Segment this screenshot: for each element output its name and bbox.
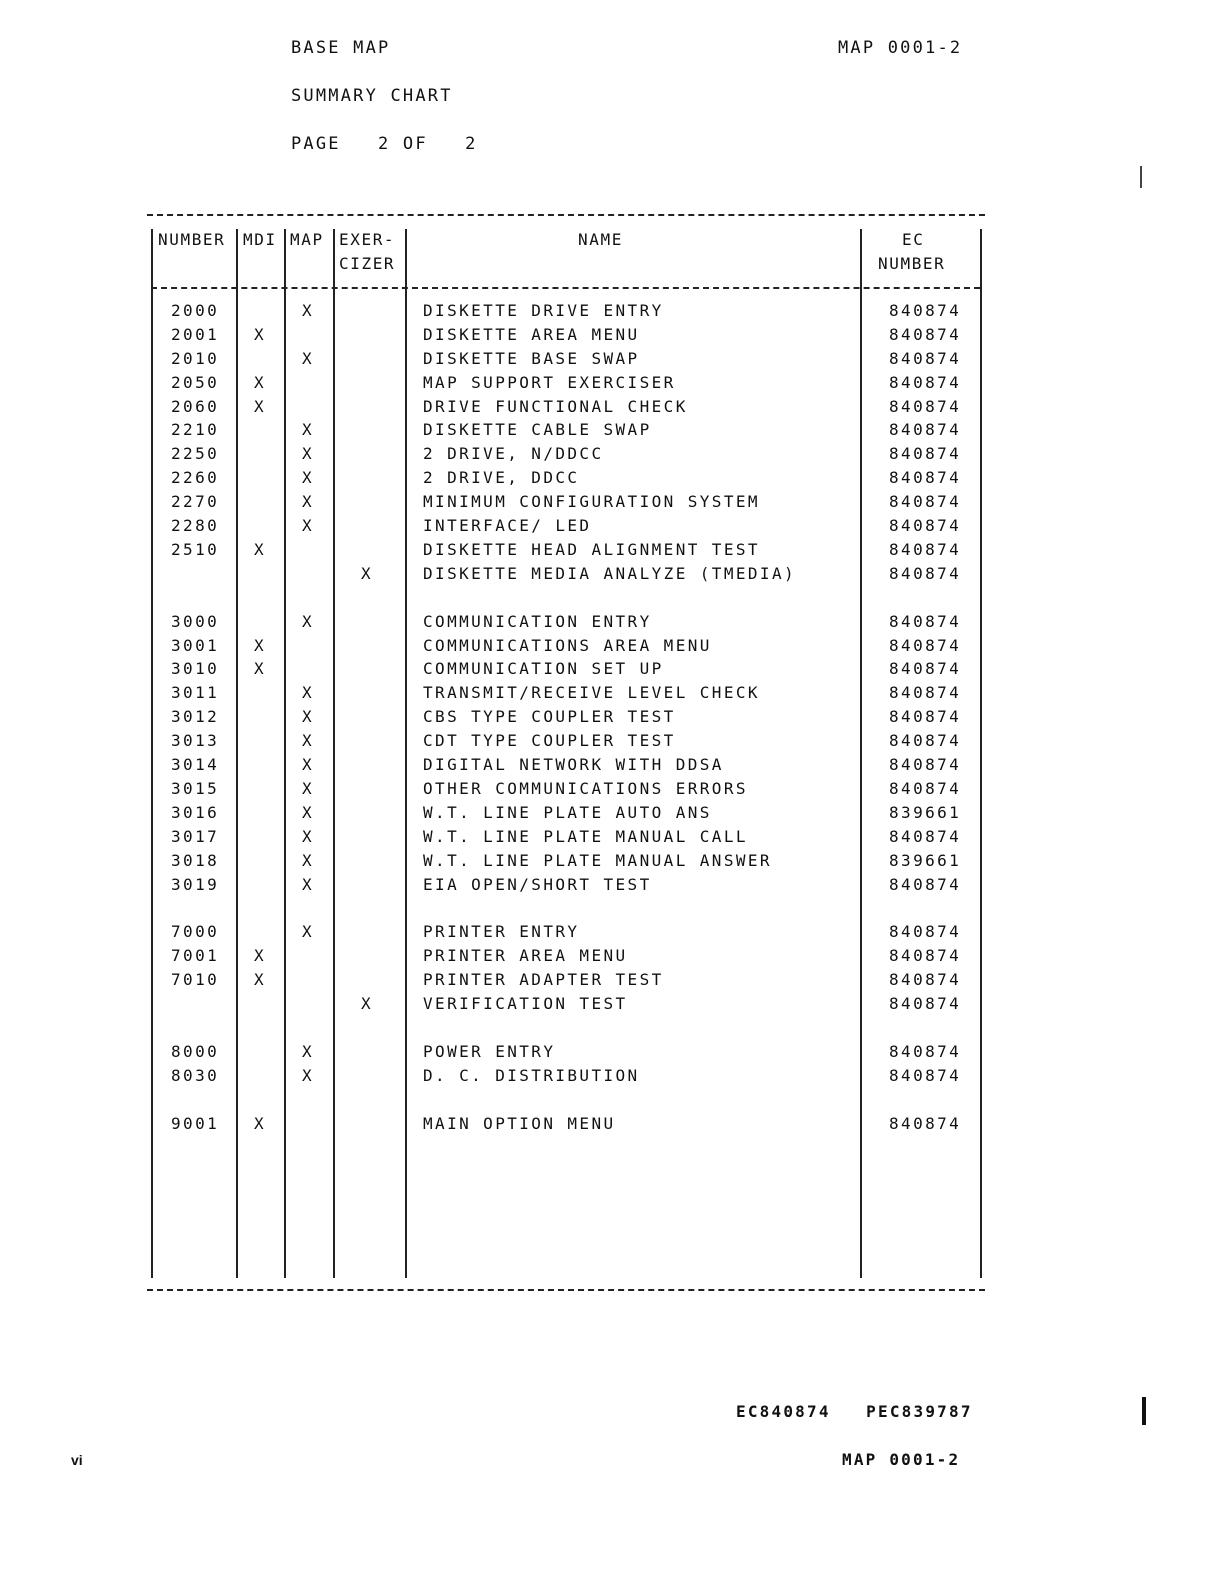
row-ec-number: 840874 bbox=[889, 1042, 962, 1061]
document-subtitle: SUMMARY CHART bbox=[291, 86, 453, 106]
row-name: MAP SUPPORT EXERCISER bbox=[423, 373, 676, 392]
row-name: W.T. LINE PLATE MANUAL ANSWER bbox=[423, 851, 772, 870]
row-name: EIA OPEN/SHORT TEST bbox=[423, 875, 652, 894]
row-name: MAIN OPTION MENU bbox=[423, 1114, 616, 1133]
row-name: W.T. LINE PLATE AUTO ANS bbox=[423, 803, 712, 822]
row-ec-number: 840874 bbox=[889, 444, 962, 463]
row-ec-number: 840874 bbox=[889, 779, 962, 798]
row-ec-number: 840874 bbox=[889, 397, 962, 416]
row-map-mark: X bbox=[302, 779, 315, 798]
row-ec-number: 840874 bbox=[889, 325, 962, 344]
row-ec-number: 840874 bbox=[889, 564, 962, 583]
column-header-cizer: CIZER bbox=[339, 254, 396, 273]
row-number: 7010 bbox=[171, 970, 220, 989]
row-number: 7001 bbox=[171, 946, 220, 965]
row-number: 8030 bbox=[171, 1066, 220, 1085]
row-ec-number: 840874 bbox=[889, 540, 962, 559]
column-rule bbox=[405, 229, 407, 1278]
row-name: VERIFICATION TEST bbox=[423, 994, 628, 1013]
row-mdi-mark: X bbox=[254, 397, 267, 416]
row-name: COMMUNICATION ENTRY bbox=[423, 612, 652, 631]
row-number: 3013 bbox=[171, 731, 220, 750]
row-ec-number: 840874 bbox=[889, 946, 962, 965]
column-rule bbox=[236, 229, 238, 1278]
row-ec-number: 840874 bbox=[889, 301, 962, 320]
row-number: 9001 bbox=[171, 1114, 220, 1133]
row-name: CDT TYPE COUPLER TEST bbox=[423, 731, 676, 750]
table-top-border bbox=[147, 214, 985, 216]
row-map-mark: X bbox=[302, 420, 315, 439]
row-number: 2260 bbox=[171, 468, 220, 487]
row-ec-number: 840874 bbox=[889, 492, 962, 511]
row-number: 3019 bbox=[171, 875, 220, 894]
row-number: 3016 bbox=[171, 803, 220, 822]
row-name: W.T. LINE PLATE MANUAL CALL bbox=[423, 827, 748, 846]
row-ec-number: 840874 bbox=[889, 970, 962, 989]
row-ec-number: 840874 bbox=[889, 827, 962, 846]
row-map-mark: X bbox=[302, 516, 315, 535]
row-name: DISKETTE DRIVE ENTRY bbox=[423, 301, 664, 320]
column-rule bbox=[333, 229, 335, 1278]
row-ec-number: 840874 bbox=[889, 683, 962, 702]
row-map-mark: X bbox=[302, 1042, 315, 1061]
row-mdi-mark: X bbox=[254, 1114, 267, 1133]
row-ec-number: 840874 bbox=[889, 612, 962, 631]
row-number: 2000 bbox=[171, 301, 220, 320]
row-number: 3015 bbox=[171, 779, 220, 798]
row-map-mark: X bbox=[302, 851, 315, 870]
row-number: 2001 bbox=[171, 325, 220, 344]
column-header-exer: EXER- bbox=[339, 230, 396, 249]
row-map-mark: X bbox=[302, 468, 315, 487]
row-map-mark: X bbox=[302, 731, 315, 750]
row-ec-number: 840874 bbox=[889, 731, 962, 750]
map-id-bottom: MAP 0001-2 bbox=[842, 1450, 961, 1469]
row-number: 3017 bbox=[171, 827, 220, 846]
column-rule bbox=[151, 229, 153, 1278]
row-name: 2 DRIVE, DDCC bbox=[423, 468, 580, 487]
row-map-mark: X bbox=[302, 803, 315, 822]
row-name: D. C. DISTRIBUTION bbox=[423, 1066, 640, 1085]
column-header-ec-number: NUMBER bbox=[878, 254, 946, 273]
row-ec-number: 839661 bbox=[889, 803, 962, 822]
map-id-top: MAP 0001-2 bbox=[838, 38, 963, 58]
row-number: 2280 bbox=[171, 516, 220, 535]
row-number: 8000 bbox=[171, 1042, 220, 1061]
row-number: 3000 bbox=[171, 612, 220, 631]
column-rule bbox=[284, 229, 286, 1278]
row-name: DISKETTE BASE SWAP bbox=[423, 349, 640, 368]
row-number: 2510 bbox=[171, 540, 220, 559]
row-map-mark: X bbox=[302, 922, 315, 941]
row-map-mark: X bbox=[302, 612, 315, 631]
scan-mark bbox=[1140, 166, 1142, 188]
row-map-mark: X bbox=[302, 301, 315, 320]
row-name: MINIMUM CONFIGURATION SYSTEM bbox=[423, 492, 760, 511]
row-name: DISKETTE CABLE SWAP bbox=[423, 420, 652, 439]
column-header-name: NAME bbox=[578, 230, 623, 249]
row-number: 2270 bbox=[171, 492, 220, 511]
row-number: 3010 bbox=[171, 659, 220, 678]
row-ec-number: 840874 bbox=[889, 1066, 962, 1085]
row-name: DISKETTE HEAD ALIGNMENT TEST bbox=[423, 540, 760, 559]
row-name: CBS TYPE COUPLER TEST bbox=[423, 707, 676, 726]
row-number: 2250 bbox=[171, 444, 220, 463]
row-ec-number: 840874 bbox=[889, 755, 962, 774]
row-ec-number: 840874 bbox=[889, 875, 962, 894]
scan-mark bbox=[1142, 1397, 1146, 1425]
row-name: 2 DRIVE, N/DDCC bbox=[423, 444, 604, 463]
row-number: 2050 bbox=[171, 373, 220, 392]
ec-footer: EC840874 PEC839787 bbox=[736, 1402, 973, 1421]
row-mdi-mark: X bbox=[254, 970, 267, 989]
row-ec-number: 840874 bbox=[889, 994, 962, 1013]
row-mdi-mark: X bbox=[254, 946, 267, 965]
row-ec-number: 840874 bbox=[889, 373, 962, 392]
row-map-mark: X bbox=[302, 444, 315, 463]
row-ec-number: 840874 bbox=[889, 636, 962, 655]
row-ec-number: 840874 bbox=[889, 349, 962, 368]
row-mdi-mark: X bbox=[254, 636, 267, 655]
row-exerciser-mark: X bbox=[361, 994, 374, 1013]
row-exerciser-mark: X bbox=[361, 564, 374, 583]
page-numeral: vi bbox=[71, 1452, 83, 1468]
row-ec-number: 840874 bbox=[889, 516, 962, 535]
row-number: 2060 bbox=[171, 397, 220, 416]
column-header-mdi: MDI bbox=[243, 230, 277, 249]
row-name: OTHER COMMUNICATIONS ERRORS bbox=[423, 779, 748, 798]
row-name: DISKETTE AREA MENU bbox=[423, 325, 640, 344]
row-mdi-mark: X bbox=[254, 540, 267, 559]
row-number: 3018 bbox=[171, 851, 220, 870]
column-header-map: MAP bbox=[290, 230, 324, 249]
row-map-mark: X bbox=[302, 492, 315, 511]
row-ec-number: 840874 bbox=[889, 468, 962, 487]
row-name: COMMUNICATIONS AREA MENU bbox=[423, 636, 712, 655]
row-number: 7000 bbox=[171, 922, 220, 941]
row-map-mark: X bbox=[302, 827, 315, 846]
column-header-ec: EC bbox=[902, 230, 925, 249]
row-number: 3011 bbox=[171, 683, 220, 702]
row-ec-number: 840874 bbox=[889, 707, 962, 726]
row-ec-number: 840874 bbox=[889, 1114, 962, 1133]
row-name: DIGITAL NETWORK WITH DDSA bbox=[423, 755, 724, 774]
row-ec-number: 839661 bbox=[889, 851, 962, 870]
row-name: POWER ENTRY bbox=[423, 1042, 556, 1061]
row-name: DISKETTE MEDIA ANALYZE (TMEDIA) bbox=[423, 564, 797, 583]
column-rule bbox=[860, 229, 862, 1278]
table-bottom-border bbox=[147, 1289, 985, 1291]
row-number: 3012 bbox=[171, 707, 220, 726]
row-name: TRANSMIT/RECEIVE LEVEL CHECK bbox=[423, 683, 760, 702]
row-name: PRINTER AREA MENU bbox=[423, 946, 628, 965]
row-number: 3001 bbox=[171, 636, 220, 655]
row-mdi-mark: X bbox=[254, 325, 267, 344]
row-number: 3014 bbox=[171, 755, 220, 774]
row-number: 2210 bbox=[171, 420, 220, 439]
column-header-number: NUMBER bbox=[158, 230, 226, 249]
row-map-mark: X bbox=[302, 707, 315, 726]
row-name: PRINTER ENTRY bbox=[423, 922, 580, 941]
row-name: COMMUNICATION SET UP bbox=[423, 659, 664, 678]
row-number: 2010 bbox=[171, 349, 220, 368]
row-map-mark: X bbox=[302, 875, 315, 894]
row-name: PRINTER ADAPTER TEST bbox=[423, 970, 664, 989]
row-ec-number: 840874 bbox=[889, 420, 962, 439]
row-map-mark: X bbox=[302, 1066, 315, 1085]
document-title: BASE MAP bbox=[291, 38, 391, 58]
page-indicator: PAGE 2 OF 2 bbox=[291, 134, 478, 154]
row-map-mark: X bbox=[302, 349, 315, 368]
row-map-mark: X bbox=[302, 755, 315, 774]
row-map-mark: X bbox=[302, 683, 315, 702]
row-name: INTERFACE/ LED bbox=[423, 516, 592, 535]
row-name: DRIVE FUNCTIONAL CHECK bbox=[423, 397, 688, 416]
row-ec-number: 840874 bbox=[889, 659, 962, 678]
header-separator bbox=[151, 287, 980, 289]
row-mdi-mark: X bbox=[254, 373, 267, 392]
column-rule bbox=[980, 229, 982, 1278]
row-mdi-mark: X bbox=[254, 659, 267, 678]
row-ec-number: 840874 bbox=[889, 922, 962, 941]
